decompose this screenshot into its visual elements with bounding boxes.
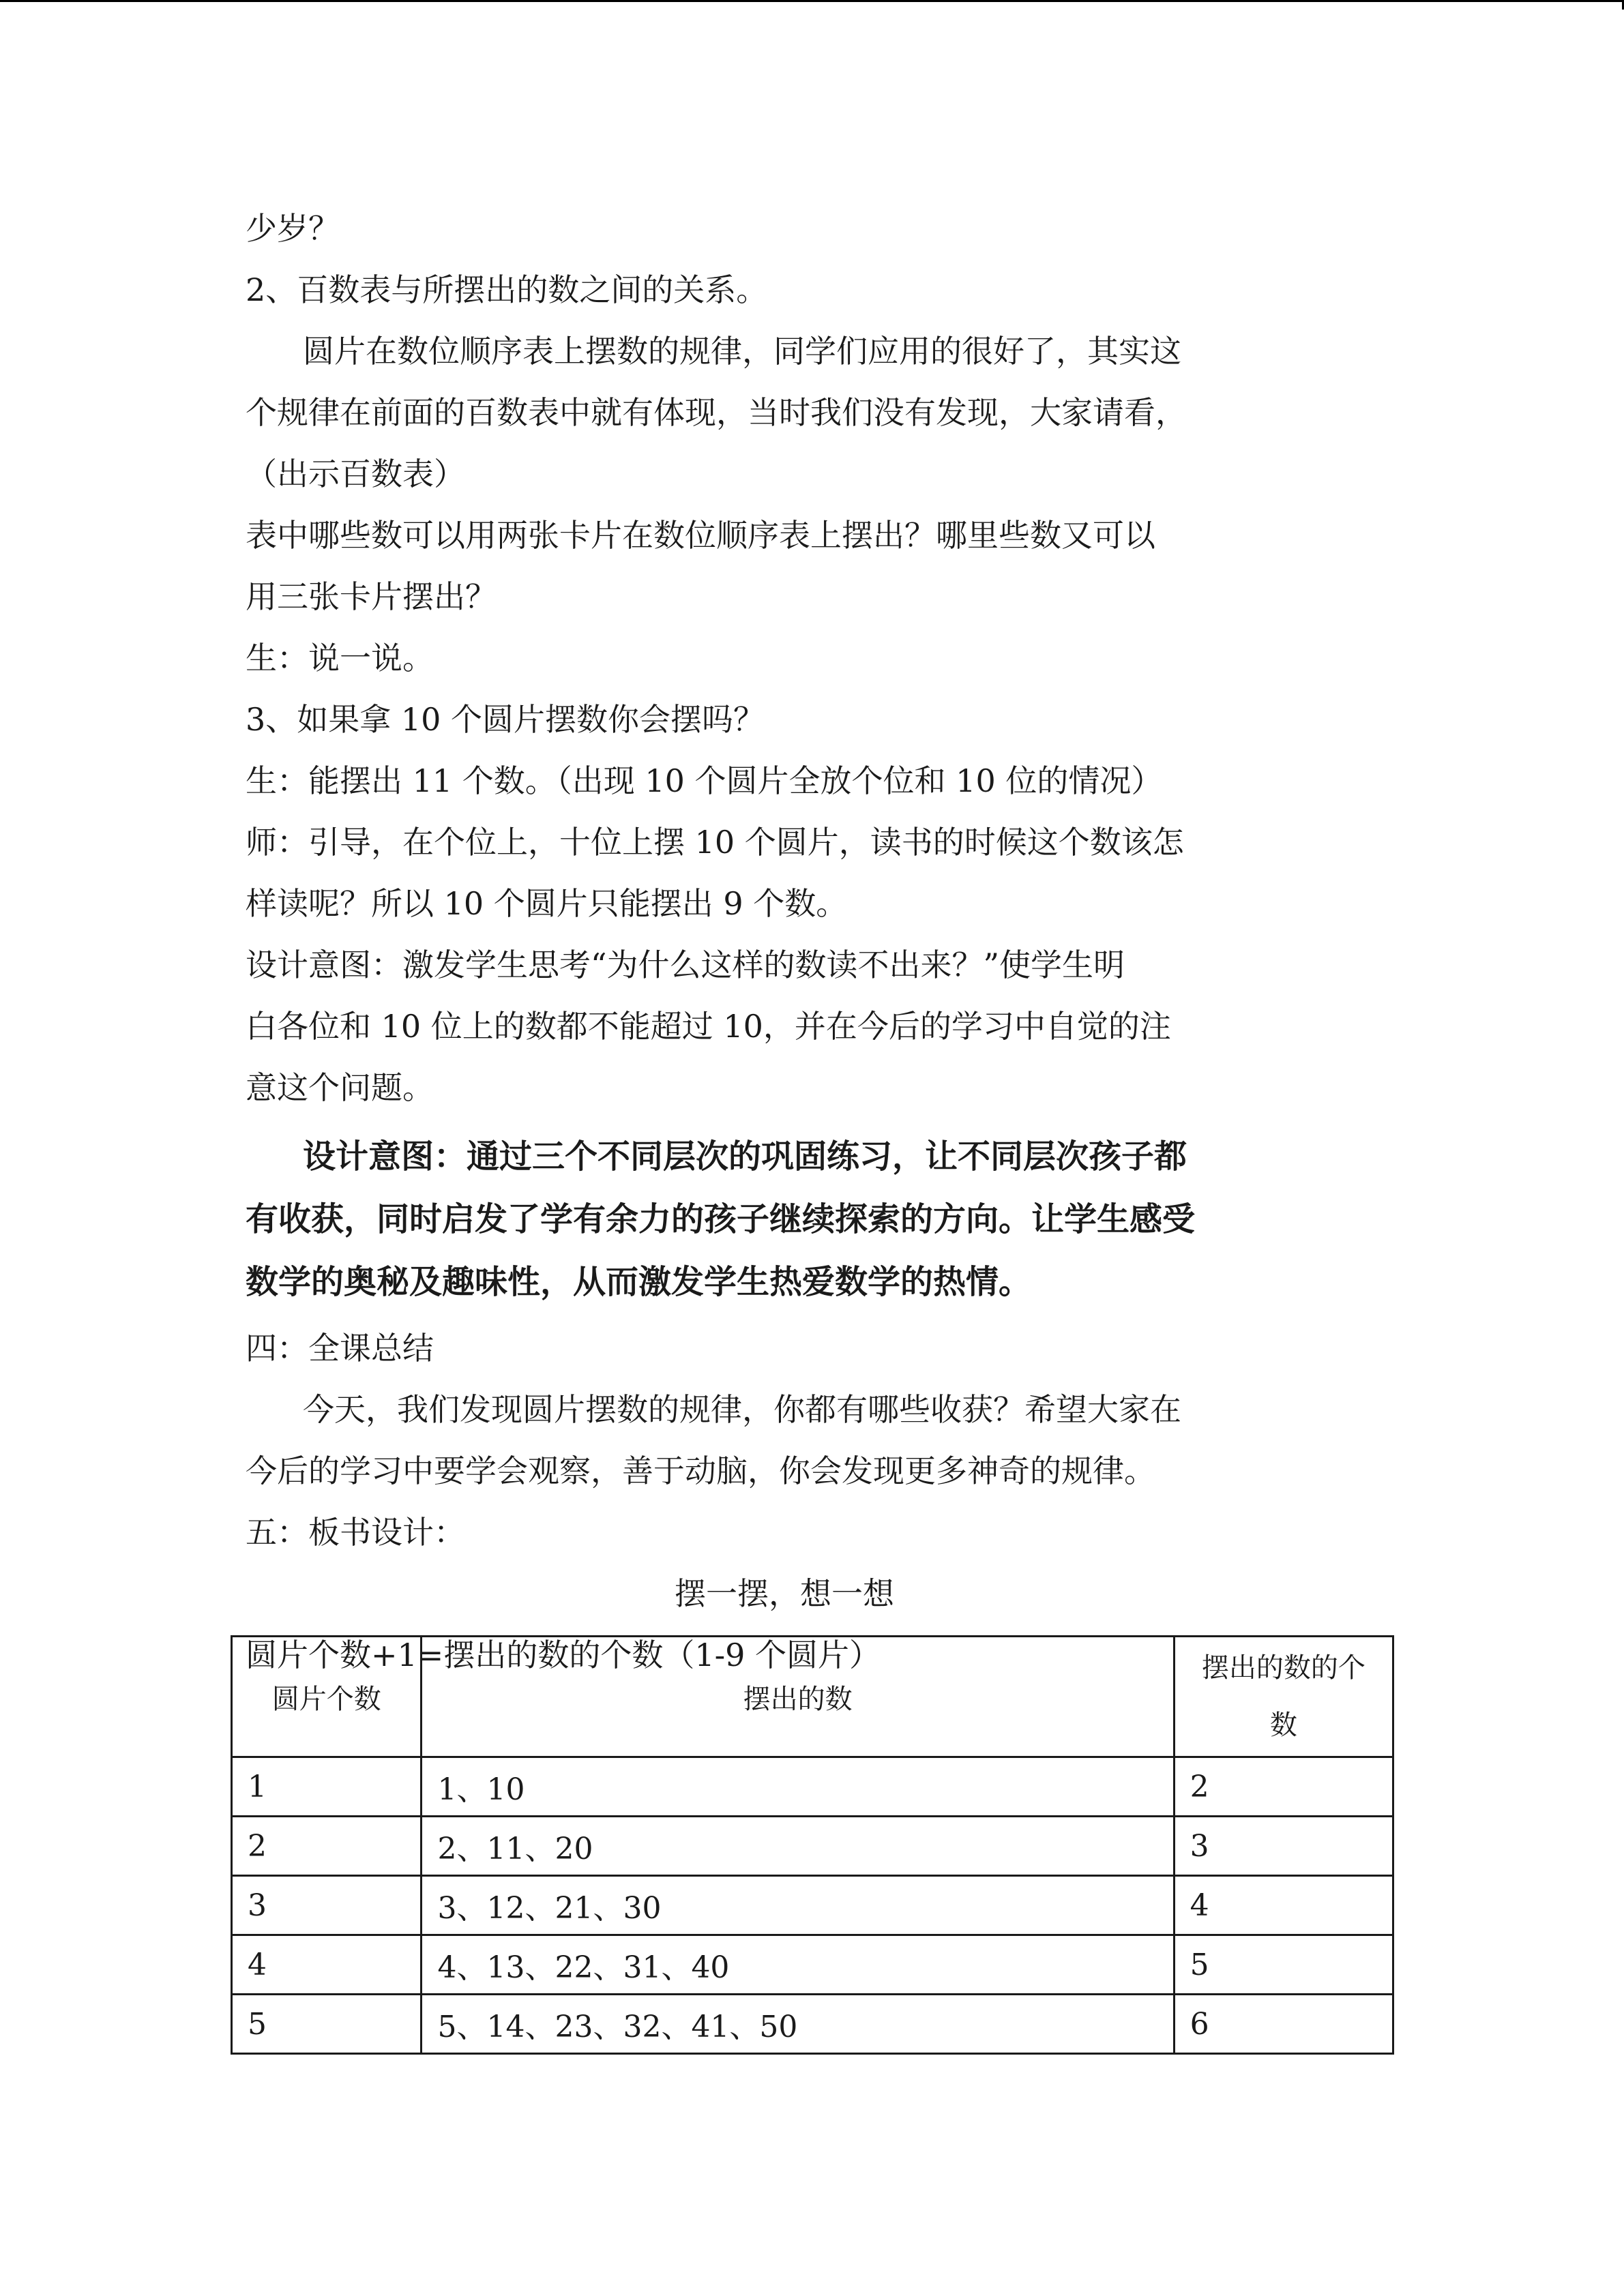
table-row [232,1995,1393,2054]
table-cell: 3、12、21、30 [422,1876,1174,1935]
paragraph-line: 今后的学习中要学会观察，善于动脑，你会发现更多神奇的规律。 [246,1452,1155,1489]
section-heading-board: 五：板书设计： [246,1514,465,1551]
paragraph-line: 样读呢？所以 10 个圆片只能摆出 9 个数。 [246,885,848,922]
table-cell: 1 [232,1757,422,1817]
paragraph-line: 意这个问题。 [246,1069,434,1106]
paragraph-line: 表中哪些数可以用两张卡片在数位顺序表上摆出？哪里些数又可以 [246,517,1155,554]
paragraph-line: 用三张卡片摆出？ [246,578,497,615]
header-disc-count: 圆片个数 [232,1637,422,1757]
table-row [232,1935,1393,1995]
paragraph-line: 生：说一说。 [246,640,434,676]
page-top-border [0,0,1624,2]
table-cell: 2 [1174,1757,1393,1817]
table-cell: 6 [1174,1995,1393,2054]
paragraph-line: 个规律在前面的百数表中就有体现，当时我们没有发现，大家请看， [246,394,1187,431]
bold-paragraph-line: 有收获，同时启发了学有余力的孩子继续探索的方向。让学生感受 [246,1200,1196,1238]
table-row [232,1876,1393,1935]
paragraph-line: 少岁？ [246,210,340,247]
table-cell: 3 [232,1876,422,1935]
table-cell: 2 [232,1817,422,1876]
table-cell: 4 [232,1935,422,1995]
paragraph-line: 白各位和 10 位上的数都不能超过 10，并在今后的学习中自觉的注 [246,1008,1171,1045]
table-cell: 5、14、23、32、41、50 [422,1995,1174,2054]
design-intent-bold-block [246,1125,1378,1313]
table-cell: 5 [232,1995,422,2054]
board-table-wrapper [231,1635,1394,2055]
section-heading-2: 2、百数表与所摆出的数之间的关系。 [246,271,768,308]
table-cell: 4、13、22、31、40 [422,1935,1174,1995]
section-heading-3: 3、如果拿 10 个圆片摆数你会摆吗？ [246,701,765,738]
bold-paragraph-line: 数学的奥秘及趣味性，从而激发学生热爱数学的热情。 [246,1263,1032,1301]
table-cell: 1、10 [422,1757,1174,1817]
paragraph-line: 生：能摆出 11 个数。（出现 10 个圆片全放个位和 10 位的情况） [246,762,1163,799]
document-page [246,198,1378,1686]
paragraph-line: 师：引导，在个位上，十位上摆 10 个圆片，读书的时候这个数该怎 [246,824,1184,861]
section-heading-summary: 四：全课总结 [246,1330,434,1367]
table-cell: 5 [1174,1935,1393,1995]
bold-paragraph-line: 设计意图：通过三个不同层次的巩固练习，让不同层次孩子都 [303,1137,1187,1176]
table-row [232,1817,1393,1876]
paragraph-line: 设计意图：激发学生思考“为什么这样的数读不出来？”使学生明 [246,946,1125,983]
formula-line: 圆片个数+1=摆出的数的个数（1-9 个圆片） [246,1637,881,1673]
paragraph-line: （出示百数表） [246,456,465,492]
table-cell: 2、11、20 [422,1817,1174,1876]
header-number-count: 摆出的数的个数 [1174,1637,1393,1757]
table-header-row [232,1637,1393,1757]
board-title: 摆一摆，想一想 [675,1575,894,1612]
table-row [232,1757,1393,1817]
header-numbers-made: 摆出的数 [422,1637,1174,1757]
paragraph-line: 圆片在数位顺序表上摆数的规律，同学们应用的很好了，其实这 [303,333,1181,370]
board-table [231,1635,1394,2055]
paragraph-line: 今天，我们发现圆片摆数的规律，你都有哪些收获？希望大家在 [303,1391,1181,1428]
table-cell: 3 [1174,1817,1393,1876]
table-cell: 4 [1174,1876,1393,1935]
